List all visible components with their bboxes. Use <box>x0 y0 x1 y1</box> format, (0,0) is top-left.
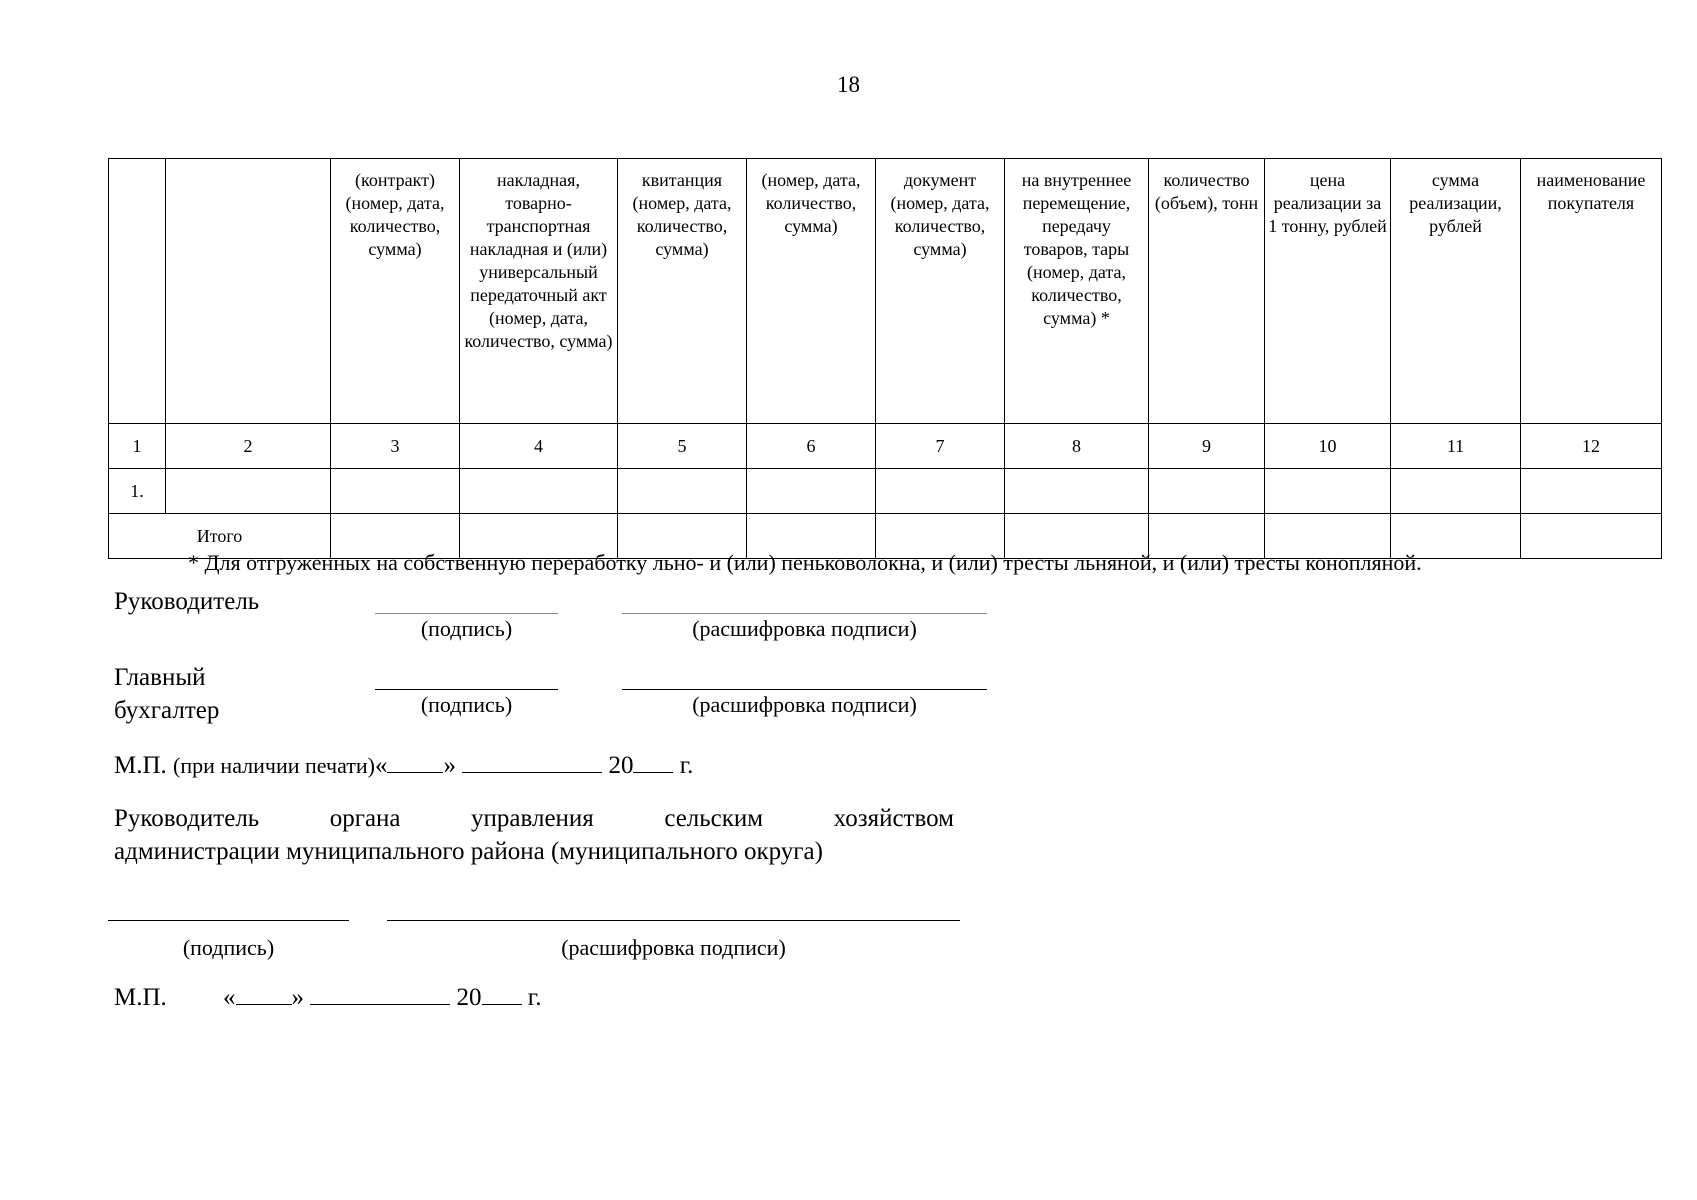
chief-accountant-label-line2: бухгалтер <box>114 697 220 724</box>
chief-accountant-label-line1: Главный <box>114 664 206 691</box>
column-number: 6 <box>747 424 876 469</box>
authority-decode-line <box>387 920 960 921</box>
authority-signature-caption: (подпись) <box>182 935 275 960</box>
header-cell-3: (контракт) (номер, дата, количество, сумма) <box>331 159 460 424</box>
header-cell-11: сумма реализации, рублей <box>1391 159 1521 424</box>
year-prefix: 20 <box>608 752 634 779</box>
header-cell-10: цена реализации за 1 тонну, рублей <box>1265 159 1391 424</box>
row-number: 1. <box>109 469 166 514</box>
table-cell <box>1005 469 1149 514</box>
year-blank <box>633 750 673 773</box>
month-blank <box>462 750 602 773</box>
header-cell-7: документ (номер, дата, количество, сумма) <box>876 159 1005 424</box>
authority-word: Руководитель <box>114 805 260 832</box>
page-number: 18 <box>837 72 860 97</box>
close-quote: » <box>291 984 305 1011</box>
table-row <box>109 469 1662 514</box>
authority-word: хозяйством <box>833 805 954 832</box>
table-cell <box>460 469 618 514</box>
table-cell <box>1149 469 1265 514</box>
authority-title <box>114 802 954 868</box>
column-number: 9 <box>1149 424 1265 469</box>
year-suffix: г. <box>527 984 542 1011</box>
column-number: 3 <box>331 424 460 469</box>
stamp-mp: М.П. <box>114 984 167 1011</box>
column-number: 5 <box>618 424 747 469</box>
year-suffix: г. <box>679 752 694 779</box>
chief-signature-caption: (подпись) <box>420 692 513 717</box>
open-quote: « <box>223 984 236 1011</box>
column-number: 12 <box>1521 424 1662 469</box>
stamp-line-1 <box>114 750 693 780</box>
head-decode-line <box>622 613 987 614</box>
head-label: Руководитель <box>114 588 260 615</box>
table-cell <box>747 469 876 514</box>
header-cell-9: количество (объем), тонн <box>1149 159 1265 424</box>
head-signature-caption: (подпись) <box>420 616 513 641</box>
chief-decode-line <box>622 689 987 690</box>
total-label: Итого <box>109 514 331 559</box>
year-prefix: 20 <box>456 984 482 1011</box>
day-blank <box>387 750 443 773</box>
column-number: 4 <box>460 424 618 469</box>
column-number: 7 <box>876 424 1005 469</box>
year-blank <box>482 982 522 1005</box>
authority-word: сельским <box>664 805 764 832</box>
authority-decode-caption: (расшифровка подписи) <box>561 935 786 960</box>
header-cell-2 <box>166 159 331 424</box>
table-cell <box>1521 514 1662 559</box>
header-cell-5: квитанция (номер, дата, количество, сумма) <box>618 159 747 424</box>
column-number: 11 <box>1391 424 1521 469</box>
table-cell <box>618 469 747 514</box>
authority-title-line1 <box>114 802 954 835</box>
header-row <box>109 159 1662 424</box>
table-cell <box>1391 469 1521 514</box>
column-number-row <box>109 424 1662 469</box>
report-table <box>108 158 1662 559</box>
column-number: 8 <box>1005 424 1149 469</box>
stamp-note: (при наличии печати) <box>173 753 375 778</box>
table-cell <box>331 469 460 514</box>
column-number: 10 <box>1265 424 1391 469</box>
header-cell-4: накладная, товарно-транспортная накладная и (или) универсальный передаточный акт (номер, дата, количество, сумма) <box>460 159 618 424</box>
close-quote: » <box>443 752 456 779</box>
authority-word: органа <box>329 805 401 832</box>
footnote: * Для отгруженных на собственную переработку льно- и (или) пеньковолокна, и (или) тресты льняной, и (или) тресты конопляной. <box>188 550 1422 575</box>
stamp-mp: М.П. <box>114 752 167 779</box>
day-blank <box>236 982 292 1005</box>
authority-word: управления <box>471 805 594 832</box>
stamp-line-2 <box>114 982 541 1012</box>
chief-decode-caption: (расшифровка подписи) <box>692 692 917 717</box>
chief-signature-line <box>375 689 558 690</box>
authority-signature-line <box>108 920 349 921</box>
header-cell-8: на внутреннее перемещение, передачу товаров, тары (номер, дата, количество, сумма) * <box>1005 159 1149 424</box>
column-number: 2 <box>166 424 331 469</box>
table-cell <box>1265 469 1391 514</box>
table-cell <box>1521 469 1662 514</box>
table-cell <box>876 469 1005 514</box>
header-cell-12: наименование покупателя <box>1521 159 1662 424</box>
column-number: 1 <box>109 424 166 469</box>
open-quote: « <box>374 752 388 779</box>
header-cell-6: (номер, дата, количество, сумма) <box>747 159 876 424</box>
head-signature-line <box>375 613 558 614</box>
authority-title-line2: администрации муниципального района (муниципального округа) <box>114 838 823 865</box>
head-decode-caption: (расшифровка подписи) <box>692 616 917 641</box>
header-cell-1 <box>109 159 166 424</box>
table-cell <box>166 469 331 514</box>
month-blank <box>310 982 450 1005</box>
